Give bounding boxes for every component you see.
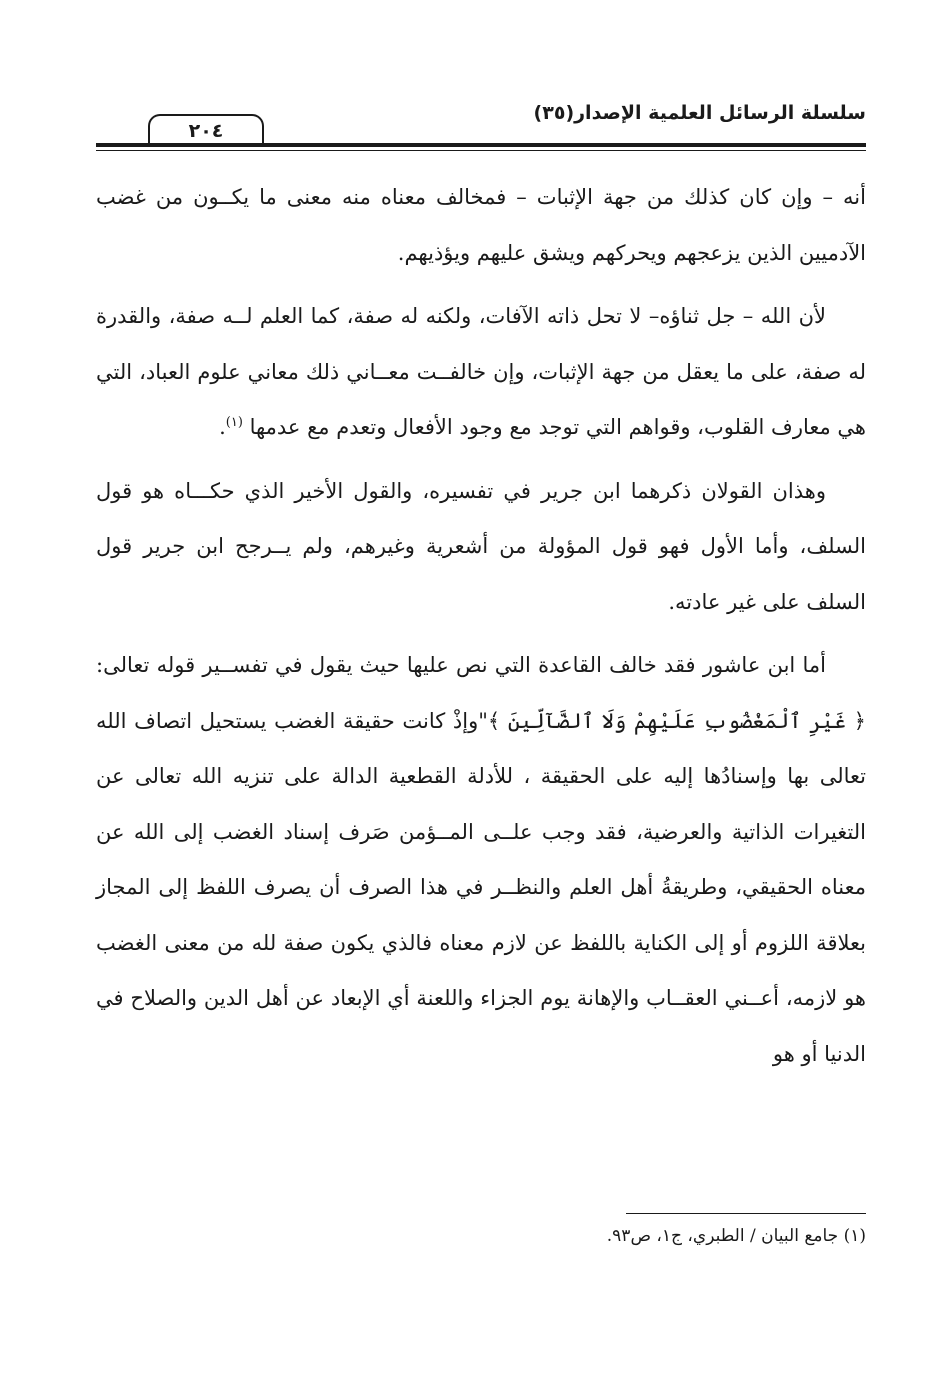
paragraph-4-text-a: أما ابن عاشور فقد خالف القاعدة التي نص عليها حيث يقول في تفســير قوله تعالى: — [96, 653, 826, 677]
series-title: سلسلة الرسائل العلمية الإصدار(٣٥) — [533, 102, 866, 124]
header-rule-thin — [96, 150, 866, 151]
paragraph-4 — [96, 638, 866, 1082]
page-header — [96, 88, 866, 148]
paragraph-1-text: أنه – وإن كان كذلك من جهة الإثبات – فمخالف معناه منه معنى ما يكــون من غضب الآدميين الذين يزعجهم ويحركهم ويشق عليهم ويؤذيهم. — [96, 185, 866, 265]
footnote-reference: (١) — [225, 415, 243, 430]
paragraph-2-text: لأن الله – جل ثناؤه– لا تحل ذاته الآفات، ولكنه له صفة، كما العلم لــه صفة، والقدرة له صفة، على ما يعقل من جهة الإثبات، وإن خالفــت معــاني ذلك معاني علوم العباد، التي هي معارف القلوب، وقواهم التي توجد مع وجود الأفعال وتعدم مع عدمها — [96, 304, 866, 439]
footnote: (١) جامع البيان / الطبري، ج١، ص٩٣. — [606, 1226, 866, 1246]
paragraph-2-end: . — [219, 415, 226, 439]
quran-verse: ﴿ غَيْرِ ٱلْمَغْضُوبِ عَلَيْهِمْ وَلَا ٱلضَّآلِّينَ ﴾ — [487, 708, 866, 733]
footnote-rule — [626, 1213, 866, 1214]
header-rule-thick — [96, 143, 866, 147]
body-text — [96, 170, 866, 1090]
paragraph-2 — [96, 289, 866, 456]
page-number: ٢٠٤ — [148, 114, 264, 144]
paragraph-1 — [96, 170, 866, 281]
paragraph-3-text: وهذان القولان ذكرهما ابن جرير في تفسيره، والقول الأخير الذي حكـــاه هو قول السلف، وأما الأول فهو قول المؤولة من أشعرية وغيرهم، ولم يــرجح ابن جرير قول السلف على غير عادته. — [96, 478, 866, 614]
paragraph-3 — [96, 464, 866, 631]
paragraph-4-text-b: "وإذْ كانت حقيقة الغضب يستحيل اتصاف الله تعالى بها وإسنادُها إليه على الحقيقة ، للأدلة القطعية الدالة على تنزيه الله تعالى عن التغيرات الذاتية والعرضية، فقد وجب علــى المــؤمن صَرف إسناد الغضب إلى الله عن معناه الحقيقي، وطريقةُ أهل العلم والنظــر في هذا الصرف أن يصرف اللفظ إلى المجاز بعلاقة اللزوم أو إلى الكناية باللفظ عن لازم معناه فالذي يكون صفة لله من معنى الغضب هو لازمه، أعــني العقــاب والإهانة يوم الجزاء واللعنة أي الإبعاد عن أهل الدين والصلاح في الدنيا أو هو — [96, 708, 866, 1066]
